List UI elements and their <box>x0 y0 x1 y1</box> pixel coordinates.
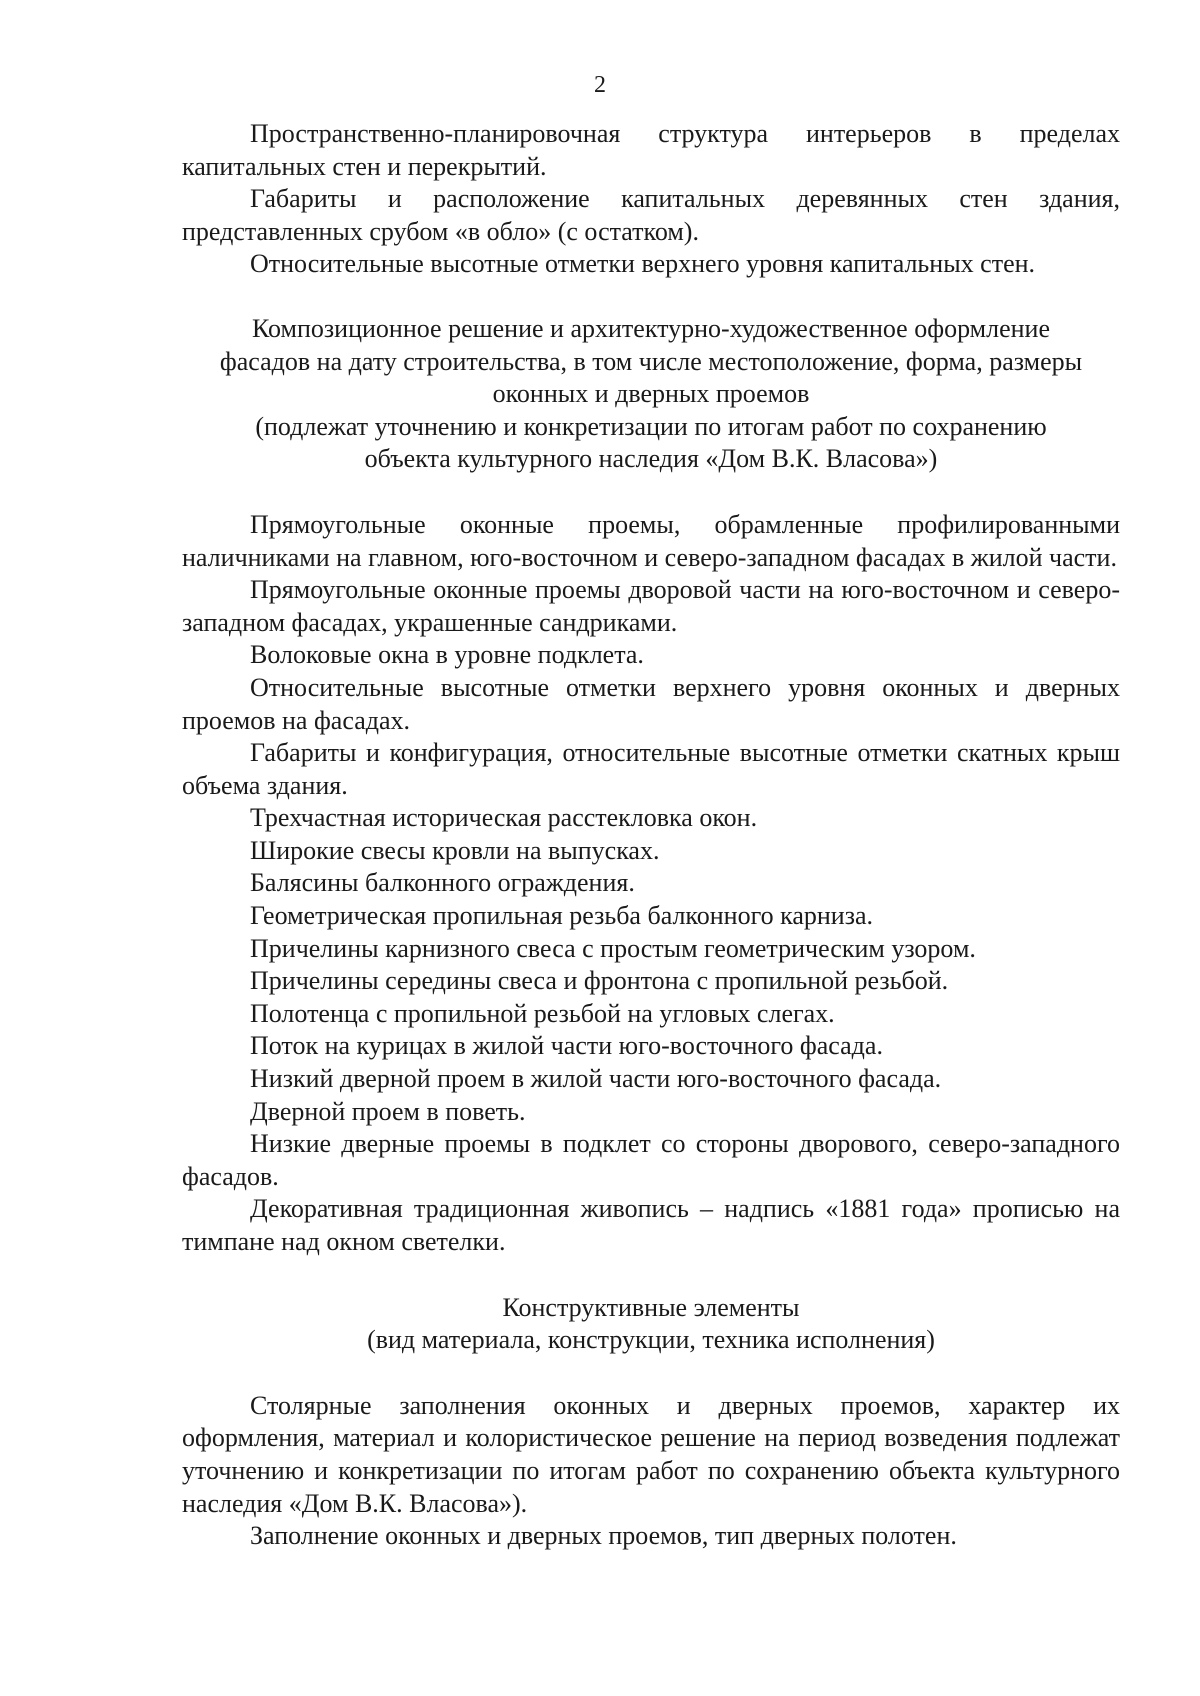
paragraph: Геометрическая пропильная резьба балконного карниза. <box>250 901 874 931</box>
paragraph: Низкие дверные проемы в подклет со стороны дворового, северо-западного фасадов. <box>182 1129 1120 1191</box>
paragraph: Балясины балконного ограждения. <box>250 868 635 898</box>
paragraph: Прямоугольные оконные проемы, обрамленные профилированными наличниками на главном, юго-восточном и северо-западном фасадах в жилой части. <box>182 509 1120 572</box>
heading-line: Композиционное решение и архитектурно-художественное оформление <box>251 313 1051 343</box>
spacer <box>182 476 1120 509</box>
section-facades <box>182 509 1120 1259</box>
section-interior-structure <box>182 118 1120 281</box>
spacer <box>182 281 1120 313</box>
paragraph: Декоративная традиционная живопись – надпись «1881 года» прописью на тимпане над окном светелки. <box>182 1194 1120 1256</box>
paragraph: Низкий дверной проем в жилой части юго-восточного фасада. <box>250 1064 942 1094</box>
paragraph: Поток на курицах в жилой части юго-восточного фасада. <box>250 1031 883 1061</box>
heading-line: объекта культурного наследия «Дом В.К. Власова») <box>364 444 938 474</box>
paragraph: Габариты и расположение капитальных деревянных стен здания, представленных срубом «в обло» (с остатком). <box>182 184 1120 246</box>
paragraph: Дверной проем в поветь. <box>250 1096 526 1126</box>
spacer <box>182 1259 1120 1292</box>
paragraph: Причелины середины свеса и фронтона с пропильной резьбой. <box>250 966 949 996</box>
page-number: 2 <box>594 72 606 98</box>
paragraph: Трехчастная историческая расстекловка окон. <box>250 803 758 833</box>
paragraph: Полотенца с пропильной резьбой на угловых слегах. <box>250 998 835 1028</box>
paragraph: Столярные заполнения оконных и дверных проемов, характер их оформления, материал и колористическое решение на период возведения подлежат уточнению и конкретизации по итогам работ по сохранению объекта культурного наследия «Дом В.К. Власова»). <box>182 1390 1120 1518</box>
paragraph: Широкие свесы кровли на выпусках. <box>250 835 660 865</box>
paragraph: Причелины карнизного свеса с простым геометрическим узором. <box>250 933 976 963</box>
section-structural <box>182 1390 1120 1553</box>
section-heading-facades <box>182 313 1120 476</box>
heading-line: оконных и дверных проемов <box>492 379 810 409</box>
paragraph: Относительные высотные отметки верхнего уровня капитальных стен. <box>250 249 1036 279</box>
heading-line: фасадов на дату строительства, в том числе местоположение, форма, размеры <box>219 346 1083 376</box>
paragraph: Относительные высотные отметки верхнего уровня оконных и дверных проемов на фасадах. <box>182 672 1120 735</box>
spacer <box>182 1357 1120 1390</box>
page-body <box>182 118 1120 1553</box>
heading-line: (подлежат уточнению и конкретизации по итогам работ по сохранению <box>255 411 1047 441</box>
paragraph: Пространственно-планировочная структура интерьеров в пределах капитальных стен и перекрытий. <box>182 119 1120 181</box>
section-heading-structural <box>182 1292 1120 1357</box>
heading-line: Конструктивные элементы <box>502 1292 800 1322</box>
paragraph: Заполнение оконных и дверных проемов, тип дверных полотен. <box>250 1521 957 1551</box>
paragraph: Габариты и конфигурация, относительные высотные отметки скатных крыш объема здания. <box>182 738 1120 800</box>
heading-line: (вид материала, конструкции, техника исполнения) <box>367 1325 935 1355</box>
paragraph: Прямоугольные оконные проемы дворовой части на юго-восточном и северо-западном фасадах, украшенные сандриками. <box>182 575 1120 637</box>
paragraph: Волоковые окна в уровне подклета. <box>250 640 644 670</box>
